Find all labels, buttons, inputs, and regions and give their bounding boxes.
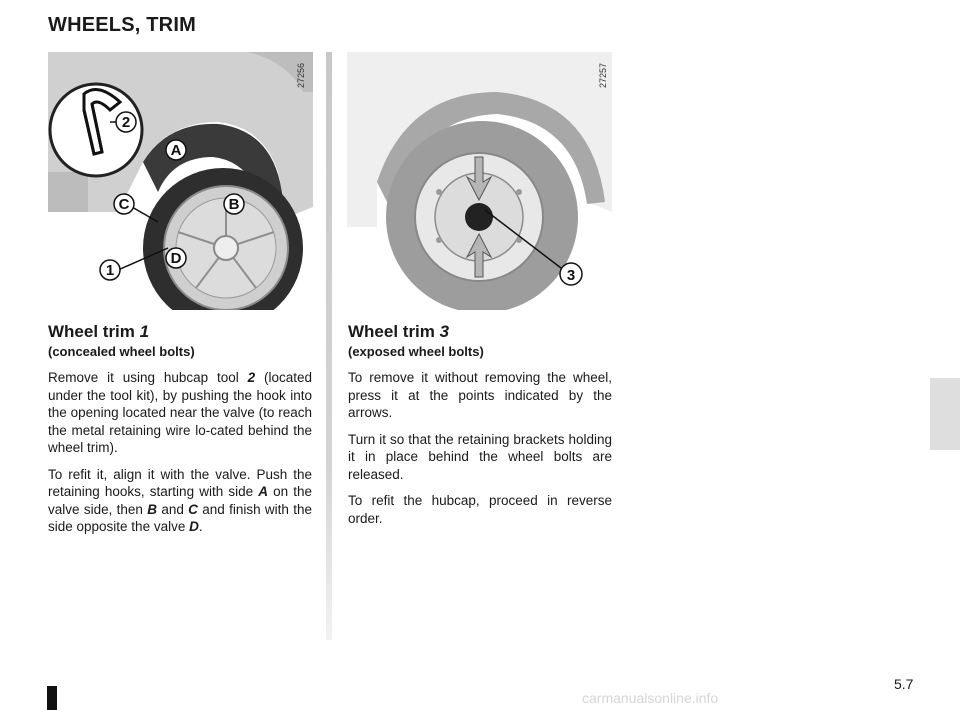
figure-code-right: 27257	[598, 62, 608, 88]
callout-a: A	[170, 142, 182, 159]
side-tab	[930, 378, 960, 450]
callout-d: D	[170, 250, 182, 267]
callout-2: 2	[121, 114, 131, 131]
page-title: WHEELS, TRIM	[48, 14, 196, 36]
figure-code-left: 27256	[296, 62, 306, 88]
paragraph-turn-trim-3: Turn it so that the retaining brackets holding it in place behind the wheel bolts are released.	[348, 431, 612, 482]
callout-3: 3	[566, 267, 576, 284]
illustration-wheel-trim-1	[48, 52, 313, 310]
callout-b: B	[228, 196, 240, 213]
paragraph-refit-trim-3: To refit the hubcap, proceed in reverse order.	[348, 493, 612, 526]
section-title-wheel-trim-1: Wheel trim 1	[48, 322, 150, 341]
paragraph-remove-trim-1: Remove it using hubcap tool 2 (located under the tool kit), by pushing the hook into the opening located near the valve (to reach the metal retaining wire lo-cated behind the wheel trim).	[48, 370, 313, 455]
section-subtitle-left: (concealed wheel bolts)	[48, 344, 195, 359]
right-text-column	[348, 322, 612, 536]
page-number: 5.7	[894, 676, 914, 692]
column-divider	[326, 52, 332, 640]
corner-marker	[47, 686, 57, 710]
section-title-wheel-trim-3: Wheel trim 3	[348, 322, 450, 341]
watermark-text: carmanualsonline.info	[582, 690, 719, 706]
callout-c: C	[118, 196, 130, 213]
section-subtitle-right: (exposed wheel bolts)	[348, 344, 484, 359]
left-text-column	[48, 322, 312, 545]
paragraph-refit-trim-1: To refit it, align it with the valve. Push the retaining hooks, starting with side A on the valve side, then B and C and finish with the side opposite the valve D.	[48, 466, 312, 534]
illustration-wheel-trim-3	[347, 52, 612, 310]
paragraph-remove-trim-3: To remove it without removing the wheel, press it at the points indicated by the arrows.	[348, 370, 612, 420]
callout-1: 1	[105, 262, 115, 279]
